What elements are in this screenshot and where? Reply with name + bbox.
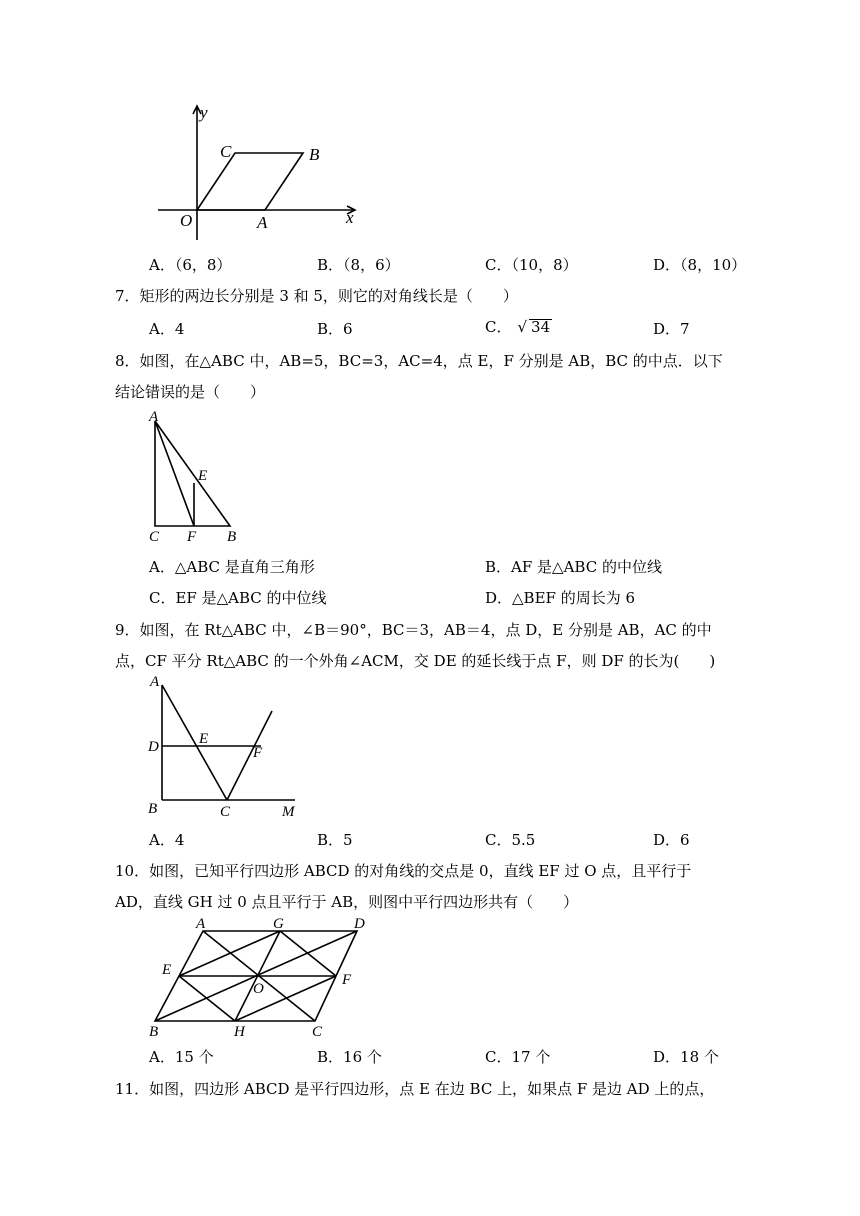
- q10-label-b: B: [149, 1024, 159, 1040]
- q9-option-b: B．5: [317, 831, 353, 849]
- q9-label-f: F: [253, 745, 263, 761]
- q11-question-line1: 11．如图，四边形 ABCD 是平行四边形，点 E 在边 BC 上，如果点 F 是边 AD 上的点，: [115, 1080, 715, 1098]
- q8-label-b: B: [227, 529, 237, 545]
- q6-label-y: y: [200, 103, 208, 122]
- q10-label-a: A: [196, 916, 206, 932]
- q8-question-line1: 8．如图，在△ABC 中，AB=5，BC=3，AC=4，点 E，F 分别是 AB，BC 的中点．以下: [115, 352, 723, 370]
- q10-segment-he: [179, 976, 235, 1021]
- q10-option-c: C．17 个: [485, 1048, 551, 1066]
- q8-label-f: F: [187, 529, 197, 545]
- q8-option-a: A．△ABC 是直角三角形: [149, 558, 315, 576]
- q8-label-e: E: [198, 468, 208, 484]
- q9-option-c: C．5.5: [485, 831, 536, 849]
- q6-label-x: x: [346, 208, 354, 227]
- q10-label-f: F: [342, 972, 352, 988]
- q8-option-b: B．AF 是△ABC 的中位线: [485, 558, 662, 576]
- q10-option-a: A．15 个: [149, 1048, 214, 1066]
- q10-option-d: D．18 个: [653, 1048, 719, 1066]
- q6-label-o: O: [180, 211, 193, 230]
- q8-question-line2: 结论错误的是（ ）: [115, 383, 266, 401]
- q8-option-d: D．△BEF 的周长为 6: [485, 589, 636, 607]
- q9-label-b: B: [148, 801, 158, 817]
- q7-radical-sign: √: [517, 318, 528, 336]
- q6-label-c: C: [220, 142, 232, 161]
- q10-label-e: E: [162, 962, 172, 978]
- q10-question-line2: AD，直线 GH 过 0 点且平行于 AB，则图中平行四边形共有（ ）: [115, 893, 579, 911]
- q9-segment-ac: [162, 685, 227, 800]
- q6-option-d: D．（8，10）: [653, 256, 747, 274]
- q8-segment-af: [155, 421, 194, 526]
- q8-option-c: C．EF 是△ABC 的中位线: [149, 589, 327, 607]
- q7-option-b: B．6: [317, 320, 353, 338]
- q8-figure: [145, 408, 255, 543]
- q9-label-e: E: [199, 731, 209, 747]
- q9-segment-cf: [227, 711, 272, 800]
- q6-label-b: B: [309, 145, 320, 164]
- q7-option-d: D．7: [653, 320, 690, 338]
- q9-label-c: C: [220, 804, 231, 820]
- q9-label-a: A: [150, 674, 160, 690]
- q7-option-c: [485, 316, 552, 337]
- q6-option-a: A．（6，8）: [149, 256, 232, 274]
- q10-segment-eg: [179, 931, 280, 976]
- q9-question-line2: 点，CF 平分 Rt△ABC 的一个外角∠ACM，交 DE 的延长线于点 F，则 DF 的长为( ): [115, 652, 716, 670]
- q7-question: 7．矩形的两边长分别是 3 和 5，则它的对角线长是（ ）: [115, 287, 518, 305]
- q9-question-line1: 9．如图，在 Rt△ABC 中，∠B＝90°，BC＝3，AB＝4，点 D，E 分别是 AB，AC 的中: [115, 621, 712, 639]
- q10-label-h: H: [234, 1024, 245, 1040]
- q10-segment-gf: [280, 931, 336, 976]
- q9-label-d: D: [148, 739, 159, 755]
- q10-label-g: G: [273, 916, 284, 932]
- q10-label-o: O: [253, 981, 264, 997]
- q6-option-b: B．（8，6）: [317, 256, 400, 274]
- q8-label-c: C: [149, 529, 160, 545]
- q7-option-a: A．4: [149, 320, 185, 338]
- q9-figure: [145, 673, 305, 818]
- q10-question-line1: 10．如图，已知平行四边形 ABCD 的对角线的交点是 0，直线 EF 过 O 点，且平行于: [115, 862, 692, 880]
- q8-label-a: A: [149, 409, 159, 425]
- q6-figure: [150, 100, 370, 240]
- q6-label-a: A: [257, 213, 268, 232]
- q8-triangle: [155, 421, 230, 526]
- q9-option-a: A．4: [149, 831, 185, 849]
- q10-label-d: D: [354, 916, 365, 932]
- q6-parallelogram: [197, 153, 303, 210]
- q6-option-c: C．（10，8）: [485, 256, 578, 274]
- q10-segment-fh: [235, 976, 336, 1021]
- q10-option-b: B．16 个: [317, 1048, 382, 1066]
- q7-option-c-label: C．: [485, 318, 512, 336]
- q7-option-c-radicand: 34: [531, 318, 551, 336]
- q10-figure: [140, 913, 380, 1043]
- q10-label-c: C: [312, 1024, 323, 1040]
- q9-label-m: M: [282, 804, 295, 820]
- q9-option-d: D．6: [653, 831, 690, 849]
